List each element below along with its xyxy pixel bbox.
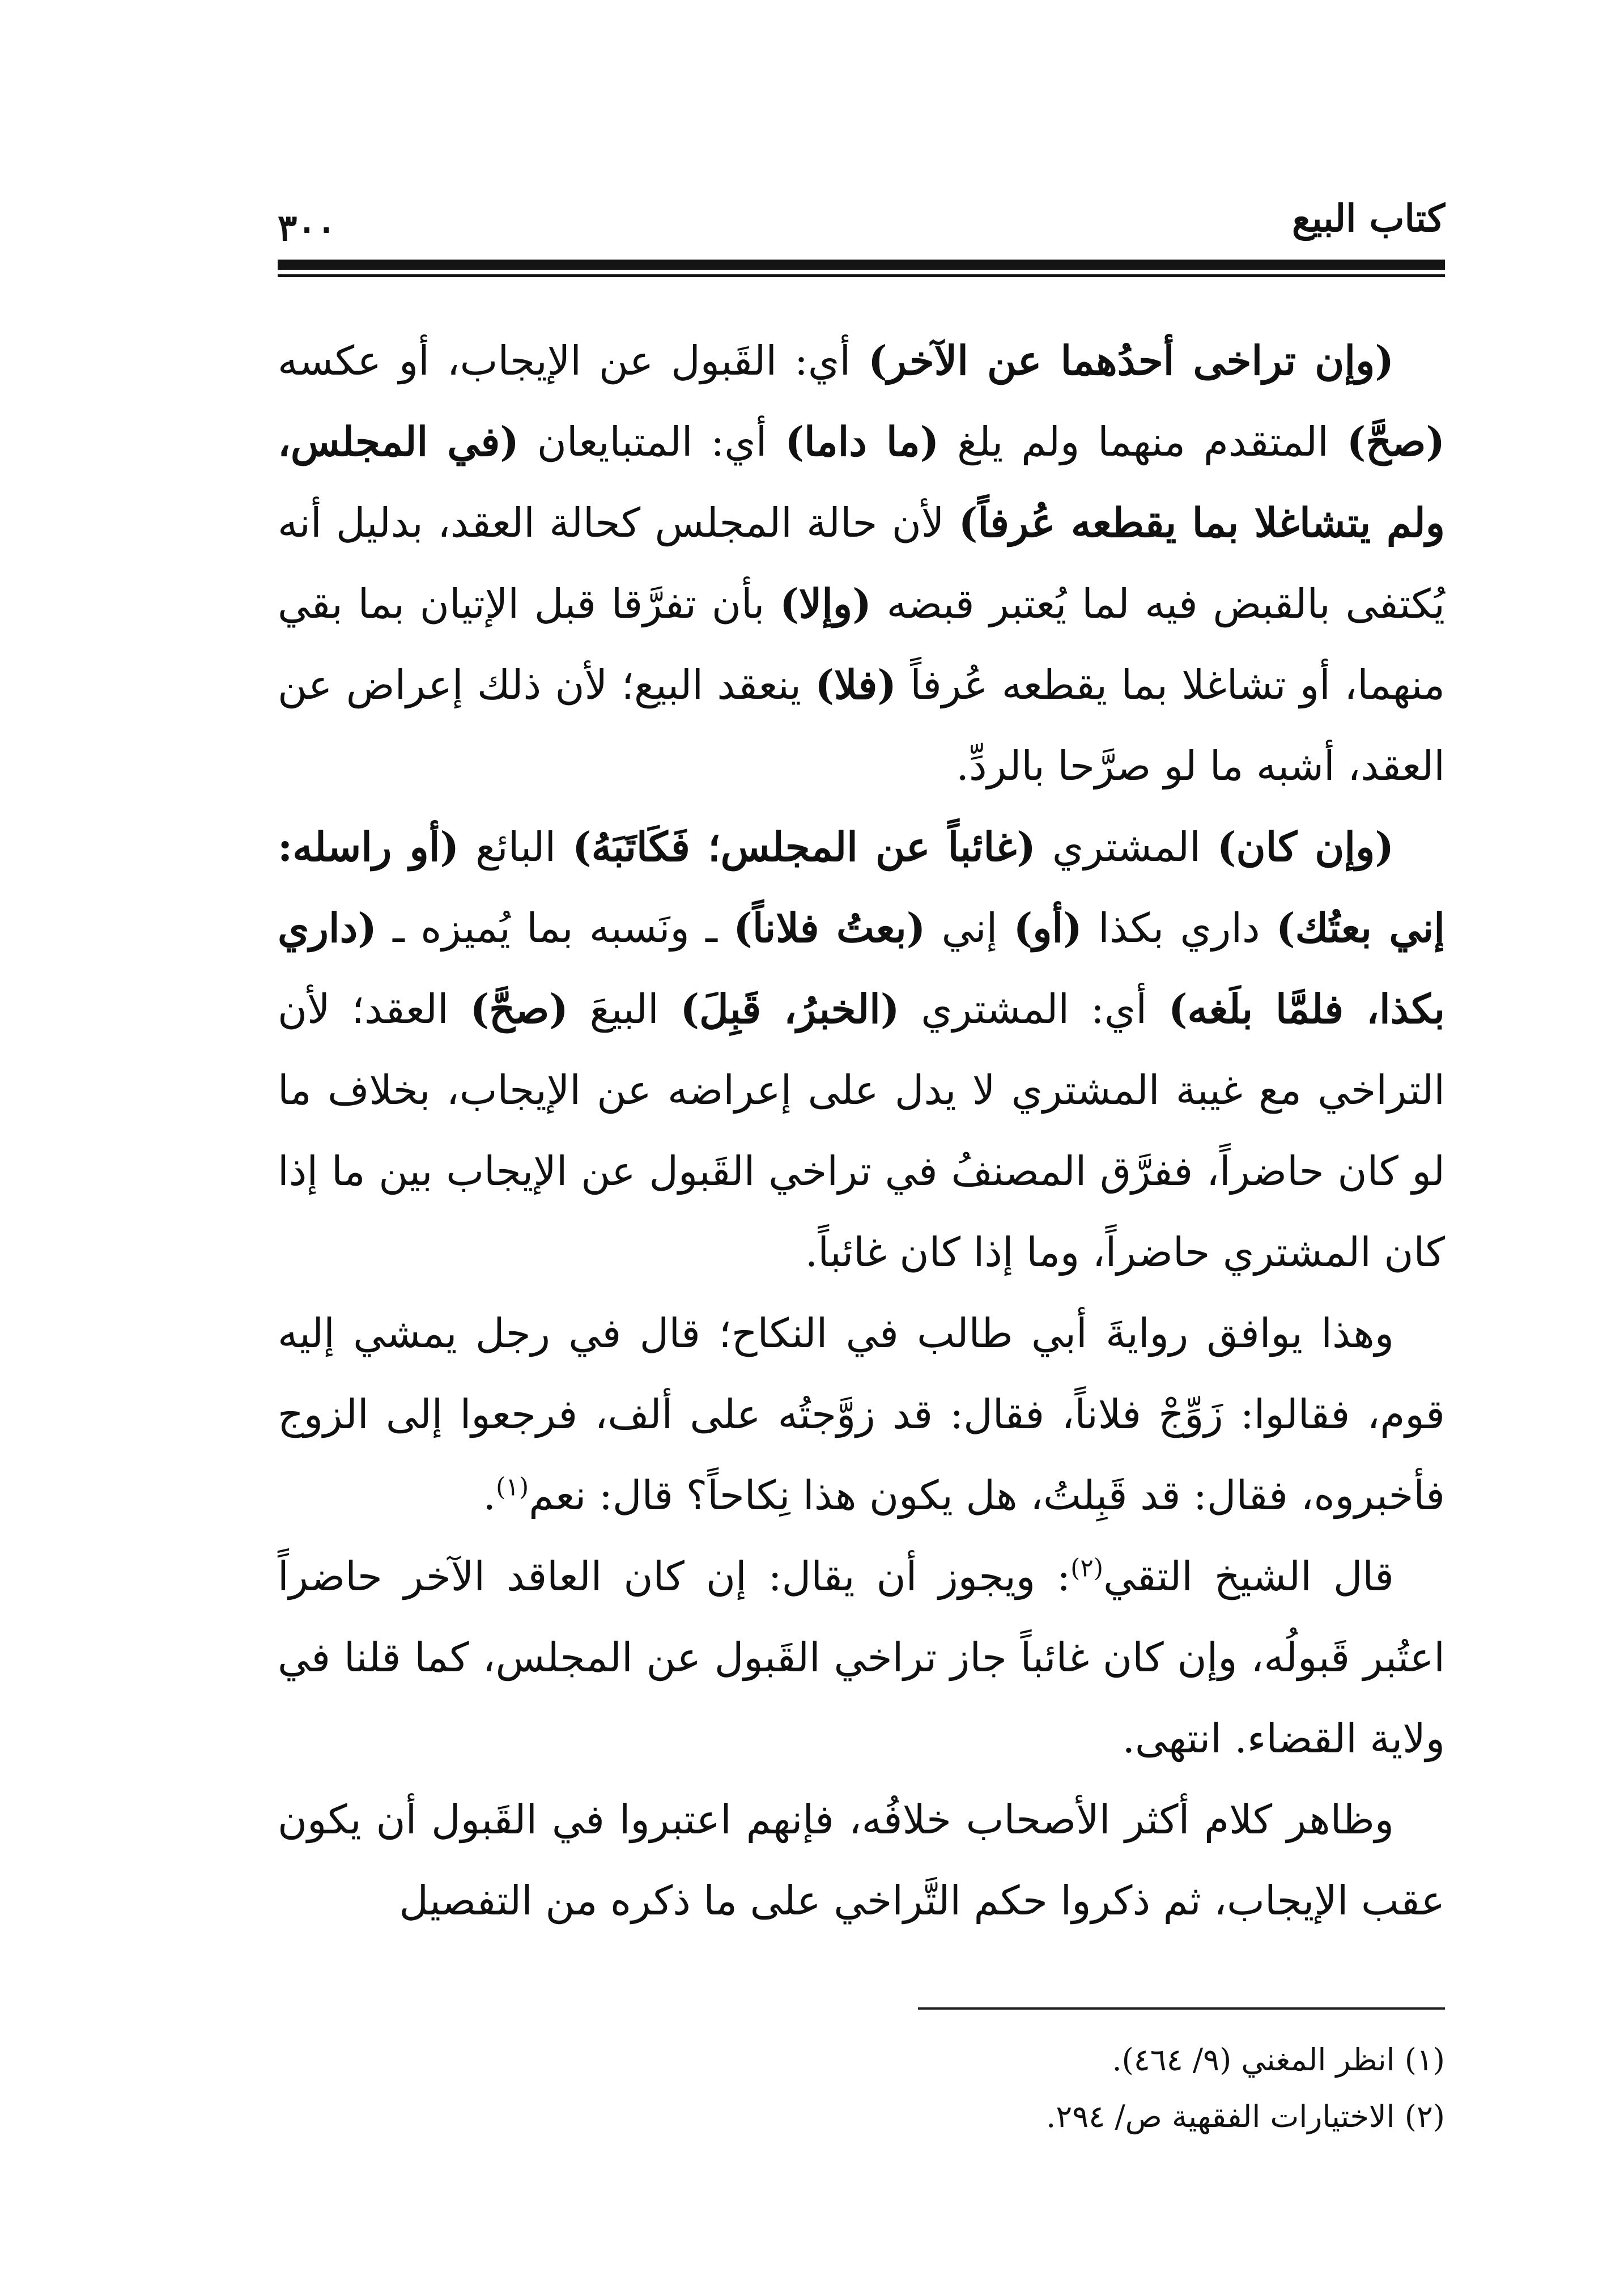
footnote (278, 2088, 1445, 2145)
matn-text: (صحَّ) (1346, 418, 1445, 465)
matn-text: (وإن تراخى أحدُهما عن الآخر) (868, 337, 1394, 384)
matn-text: (فلا) (815, 661, 896, 708)
book-title: كتاب البيع (1292, 196, 1445, 240)
matn-text: (وإن كان) (1217, 823, 1394, 871)
footnote-text: الاختيارات الفقهية ص/ ٢٩٤. (1046, 2099, 1395, 2134)
sharh-text: أي: المشتري (899, 986, 1168, 1033)
sharh-text: العقد؛ لأن التراخي مع غيبة المشتري لا يدل على إعراضه عن الإيجاب، بخلاف ما لو كان حاضراً، ففرَّق المصنفُ في تراخي القَبول عن الإيجاب بين ما إذا كان المشتري حاضراً، وما إذا كان غائباً. (278, 986, 1445, 1276)
paragraph (278, 1293, 1445, 1536)
body-text (278, 320, 1445, 1941)
footnote-separator (918, 2007, 1445, 2010)
matn-text: (صحَّ) (470, 985, 568, 1033)
sharh-text: لأن حالة المجلس كحالة العقد، بدليل أنه يُكتفى بالقبض فيه لما يُعتبر قبضه (278, 499, 1445, 627)
footnote-text: انظر المغني (٩/ ٤٦٤). (1112, 2042, 1395, 2078)
header-rule (278, 260, 1445, 270)
footnote-reference: (١) (496, 1472, 529, 1502)
matn-text: (أو راسله: إني بعتُك) (278, 823, 1446, 952)
paragraph (278, 806, 1445, 1293)
sharh-text: وهذا يوافق روايةَ أبي طالب في النكاح؛ قال في رجل يمشي إليه قوم، فقالوا: زَوِّجْ فلاناً، فقال: قد زوَّجتُه على ألف، فرجعوا إلى الزوج فأخبروه، فقال: قد قَبِلتُ، هل يكون هذا نِكاحاً؟ قال: نعم (278, 1310, 1445, 1519)
sharh-text: قال الشيخ التقي (1103, 1553, 1394, 1600)
paragraph (278, 1779, 1445, 1941)
paragraph (278, 1536, 1445, 1779)
footnote-reference: (٢) (1070, 1553, 1104, 1583)
sharh-text: أي: المتبايعان (518, 418, 785, 465)
sharh-text: المتقدم منهما ولم يلغ (939, 418, 1347, 465)
sharh-text: : ويجوز أن يقال: إن كان العاقد الآخر حاضراً اعتُبر قَبولُه، وإن كان غائباً جاز تراخي القَبول عن المجلس، كما قلنا في ولاية القضاء. انتهى. (278, 1553, 1445, 1762)
sharh-text: البيعَ (568, 986, 681, 1033)
footnote-marker: (٢) (1404, 2099, 1445, 2134)
footnotes (278, 2032, 1445, 2145)
paragraph (278, 320, 1445, 806)
running-header (278, 187, 1445, 255)
sharh-text: ينعقد البيع؛ لأن ذلك إعراض عن العقد، أشبه ما لو صرَّحا بالردِّ. (278, 661, 1445, 789)
matn-text: (بعتُ فلاناً) (733, 904, 926, 952)
footnote (278, 2032, 1445, 2088)
sharh-text: المشتري (1035, 823, 1217, 871)
sharh-text: وظاهر كلام أكثر الأصحاب خلافُه، فإنهم اعتبروا في القَبول أن يكون عقب الإيجاب، ثم ذكروا حكم التَّراخي على ما ذكره من التفصيل (278, 1796, 1445, 1924)
sharh-text: أي: القَبول عن الإيجاب، أو عكسه (278, 337, 869, 384)
sharh-text: البائع (459, 823, 573, 871)
page-number: ٣٠٠ (278, 207, 337, 249)
matn-text: (داري بكذا، فلمَّا بلَغه) (278, 904, 1445, 1033)
matn-text: (غائباً عن المجلس؛ فَكَاتَبَهُ) (572, 823, 1036, 871)
sharh-text: ـ ونَسبه بما يُميزه ـ (376, 905, 734, 952)
matn-text: (وإلا) (780, 580, 871, 627)
sharh-text: إني (925, 905, 1014, 952)
sharh-text: بأن تفرَّقا قبل الإتيان بما بقي منهما، أو تشاغلا بما يقطعه عُرفاً (278, 580, 1445, 708)
matn-text: (أو) (1013, 904, 1082, 952)
header-rule-thin (278, 274, 1445, 277)
matn-text: (في المجلس، ولم يتشاغلا بما يقطعه عُرفاً) (278, 418, 1446, 546)
matn-text: (ما داما) (785, 418, 939, 465)
footnote-marker: (١) (1404, 2042, 1445, 2078)
sharh-text: داري بكذا (1082, 905, 1276, 952)
sharh-text: . (483, 1472, 496, 1519)
matn-text: (الخبرُ، قَبِلَ) (680, 985, 900, 1033)
